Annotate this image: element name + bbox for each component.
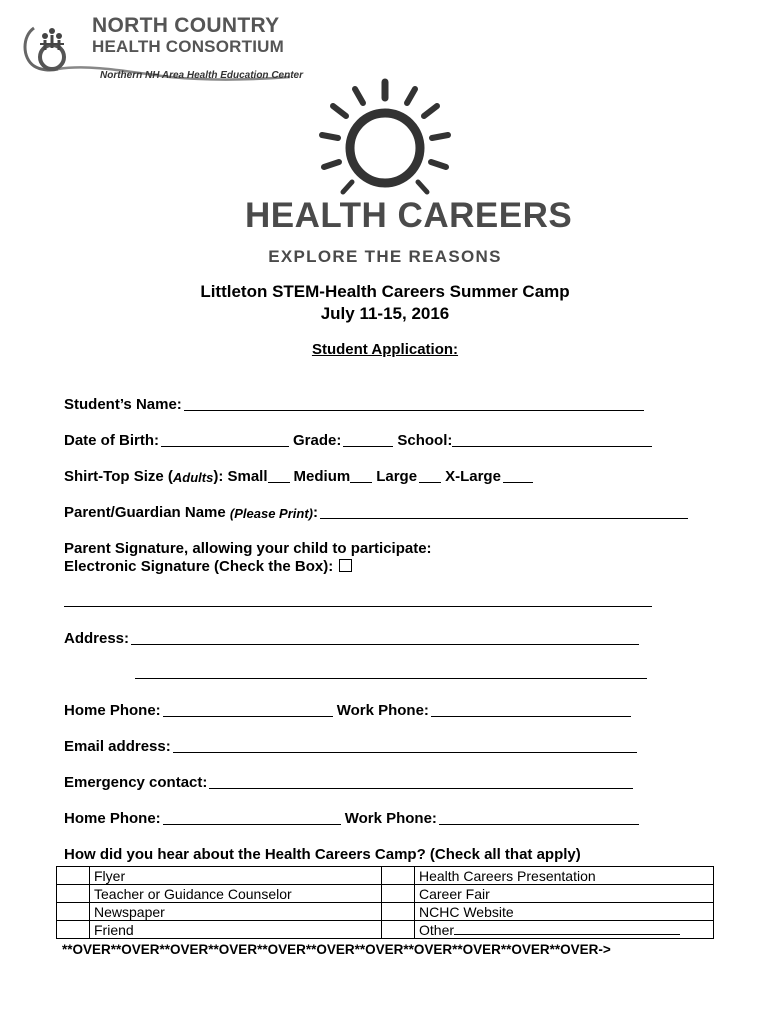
parent-name-field[interactable] [320,502,688,519]
health-careers-logo [245,78,573,270]
student-name-row [64,393,648,413]
table-row [57,903,714,921]
shirt-size-adults: Adults [172,470,214,485]
sources-question: How did you hear about the Health Careers Camp? (Check all that apply) [64,846,581,863]
emergency-home-phone-label: Home Phone: [64,810,161,827]
emergency-contact-label: Emergency contact: [64,774,208,791]
health-careers-tagline: EXPLORE THE REASONS [268,247,502,266]
over-indicator: **OVER**OVER**OVER**OVER**OVER**OVER**OVER**OVER**OVER**OVER**OVER-> [62,942,611,957]
signature-field[interactable] [64,606,652,607]
dob-grade-school-row [64,429,656,449]
sources-table [56,866,714,939]
signature-line2-row [64,555,352,575]
electronic-signature-label: Electronic Signature (Check the Box): [64,558,334,575]
camp-dates: July 11-15, 2016 [320,304,450,323]
option-teacher: Teacher or Guidance Counselor [90,885,382,903]
home-phone-label: Home Phone: [64,702,161,719]
dob-field[interactable] [161,430,289,447]
email-label: Email address: [64,738,171,755]
address-label: Address: [64,630,130,647]
email-field[interactable] [173,736,637,753]
please-print-note: (Please Print) [229,506,313,521]
signature-line1-row [64,537,432,557]
sources-question-row [64,843,581,863]
other-field[interactable] [454,921,680,935]
table-row [57,885,714,903]
home-phone-field[interactable] [163,700,333,717]
work-phone-label: Work Phone: [336,702,429,719]
sun-icon [245,78,525,196]
option-nchc-website: NCHC Website [415,903,714,921]
signature-instruction: Parent Signature, allowing your child to participate: [64,540,432,557]
electronic-signature-checkbox[interactable] [339,559,352,572]
student-name-label: Student’s Name: [64,396,182,413]
option-friend: Friend [90,921,382,939]
size-large-label: Large [376,468,418,485]
emergency-work-phone-field[interactable] [439,808,639,825]
option-other: Other [419,922,455,938]
size-xlarge-field[interactable] [503,466,533,483]
table-row [57,867,714,885]
table-row [57,921,714,939]
email-row [64,735,641,755]
size-medium-label: Medium [293,468,351,485]
checkbox-friend[interactable] [57,921,90,939]
health-careers-title: HEALTH CAREERS [245,196,573,235]
checkbox-career-fair[interactable] [382,885,415,903]
address-field-line1[interactable] [131,628,639,645]
size-large-field[interactable] [419,466,441,483]
document-title: Littleton STEM-Health Careers Summer Camp [200,282,570,301]
work-phone-field[interactable] [431,700,631,717]
size-medium-field[interactable] [350,466,372,483]
checkbox-newspaper[interactable] [57,903,90,921]
grade-label: Grade: [293,432,342,449]
parent-name-label: Parent/Guardian Name [64,504,226,521]
option-other-cell [415,921,714,939]
option-career-fair: Career Fair [415,885,714,903]
size-small-field[interactable] [268,466,290,483]
emergency-row [64,771,637,791]
emergency-phone-row [64,807,643,827]
address-field-line2[interactable] [135,678,647,679]
address-row [64,627,643,647]
checkbox-flyer[interactable] [57,867,90,885]
shirt-size-row [64,465,537,485]
emergency-work-phone-label: Work Phone: [344,810,437,827]
emergency-home-phone-field[interactable] [163,808,341,825]
nchc-logo-tagline: Northern NH Area Health Education Center [100,70,303,81]
dob-label: Date of Birth: [64,432,159,449]
checkbox-other[interactable] [382,921,415,939]
grade-field[interactable] [343,430,393,447]
phone-row [64,699,635,719]
checkbox-teacher[interactable] [57,885,90,903]
parent-name-colon: : [312,504,318,521]
shirt-size-small-label: ): Small [213,468,268,485]
emergency-contact-field[interactable] [209,772,633,789]
parent-name-row [64,501,692,521]
student-name-field[interactable] [184,394,644,411]
option-newspaper: Newspaper [90,903,382,921]
option-health-careers-presentation: Health Careers Presentation [415,867,714,885]
school-label: School: [397,432,453,449]
size-xlarge-label: X-Large [445,468,501,485]
school-field[interactable] [452,430,652,447]
shirt-size-label-prefix: Shirt-Top Size ( [64,468,173,485]
nchc-logo-name-line2: HEALTH CONSORTIUM [92,37,284,56]
option-flyer: Flyer [90,867,382,885]
nchc-logo-name-line1: NORTH COUNTRY [92,14,280,37]
checkbox-health-careers-presentation[interactable] [382,867,415,885]
form-subtitle: Student Application: [311,341,459,358]
checkbox-nchc-website[interactable] [382,903,415,921]
